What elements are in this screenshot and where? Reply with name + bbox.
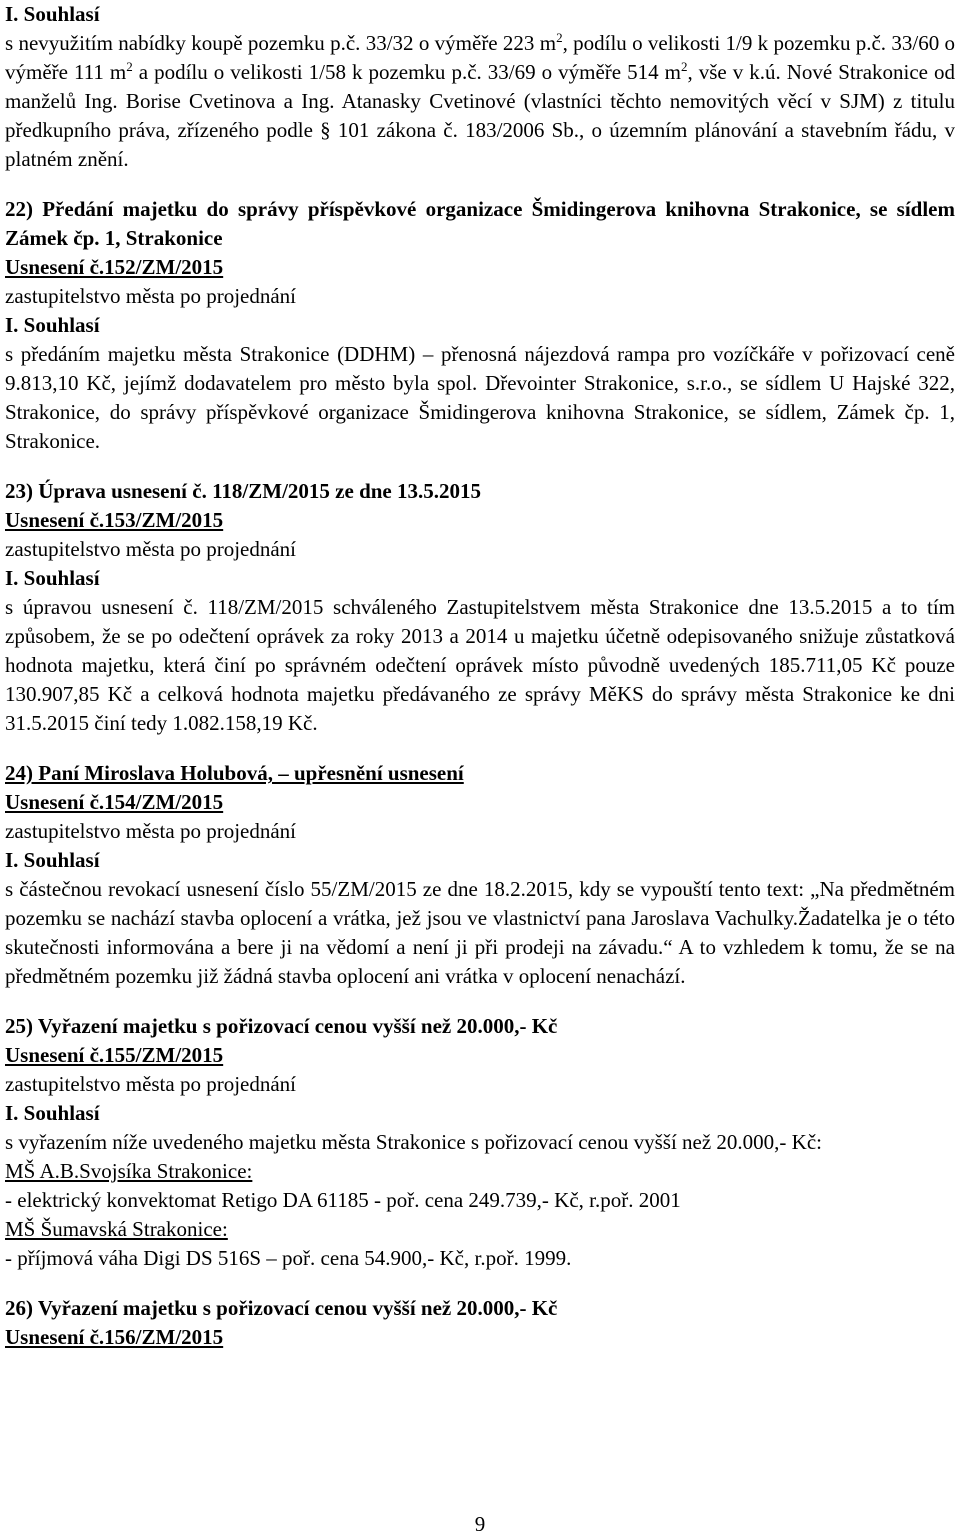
section-25-school-1: MŠ A.B.Svojsíka Strakonice: bbox=[5, 1159, 253, 1183]
section-22-agree: I. Souhlasí bbox=[5, 313, 100, 337]
section-22-heading: 22) Předání majetku do správy příspěvkové organizace Šmidingerova knihovna Strakonice, se sídlem Zámek čp. 1, Strakonice bbox=[5, 197, 955, 250]
intro-agree: I. Souhlasí bbox=[5, 2, 100, 26]
section-22-text: s předáním majetku města Strakonice (DDHM) – přenosná nájezdová rampa pro vozíčkáře v pořizovací ceně 9.813,10 Kč, jejímž dodavatelem pro město byla spol. Dřevointer Strakonice, s.r.o., se sídlem U Hajské 322, Strakonice, do správy příspěvkové organizace Šmidingerova knihovna Strakonice, se sídlem, Zámek čp. 1, Strakonice. bbox=[5, 342, 955, 453]
section-23-resolution: Usnesení č.153/ZM/2015 bbox=[5, 508, 224, 532]
section-23-heading: 23) Úprava usnesení č. 118/ZM/2015 ze dne 13.5.2015 bbox=[5, 479, 481, 503]
section-23-text: s úpravou usnesení č. 118/ZM/2015 schváleného Zastupitelstvem města Strakonice dne 13.5.2015 a to tím způsobem, že se po odečtení oprávek za roky 2013 a 2014 u majetku účetně odepisovaného snižuje zůstatková hodnota majetku, která činí po správném odečtení oprávek místo původně uvedených 185.711,05 Kč pouze 130.907,85 Kč a celková hodnota majetku předávaného ze správy MěKS do správy města Strakonice ke dni 31.5.2015 činí tedy 1.082.158,19 Kč. bbox=[5, 595, 955, 735]
section-25-heading: 25) Vyřazení majetku s pořizovací cenou vyšší než 20.000,- Kč bbox=[5, 1014, 558, 1038]
section-25-resolution: Usnesení č.155/ZM/2015 bbox=[5, 1043, 224, 1067]
intro-text: s nevyužitím nabídky koupě pozemku p.č. 33/32 o výměře 223 $m^2$, podílu o velikosti 1/9 k pozemku p.č. 33/60 o výměře 111 $m^2$ a podílu o velikosti 1/58 k pozemku p.č. 33/69 o výměře 514 $m^2$, vše v k.ú. Nové Strakonice od manželů Ing. Borise Cvetinova a Ing. Atanasky Cvetinové (vlastníci těchto nemovitých věcí v SJM) z titulu předkupního práva, zřízeného podle § 101 zákona č. 183/2006 Sb., o územním plánování a stavebním řádu, v platném znění. bbox=[5, 30, 956, 171]
section-26-resolution: Usnesení č.156/ZM/2015 bbox=[5, 1325, 224, 1349]
section-25-agree: I. Souhlasí bbox=[5, 1101, 100, 1125]
page-number: 9 bbox=[474, 1512, 486, 1536]
section-23-council: zastupitelstvo města po projednání bbox=[5, 537, 297, 561]
section-24-text: s částečnou revokací usnesení číslo 55/ZM/2015 ze dne 18.2.2015, kdy se vypouští tento text: „Na předmětném pozemku se nachází stavba oplocení a vrátka, jež jsou ve vlastnictví pana Jaroslava Vachulky.Žadatelka je o této skutečnosti informována a bere ji na vědomí a není ji při prodeji na závadu.“ A to vzhledem k tomu, že se na předmětném pozemku již žádná stavba oplocení ani vrátka v oplocení nenachází. bbox=[5, 877, 955, 988]
section-22-council: zastupitelstvo města po projednání bbox=[5, 284, 297, 308]
section-25-council: zastupitelstvo města po projednání bbox=[5, 1072, 297, 1096]
section-24-heading: 24) Paní Miroslava Holubová, – upřesnění usnesení bbox=[5, 761, 464, 785]
section-24-agree: I. Souhlasí bbox=[5, 848, 100, 872]
section-25-item-2: - příjmová váha Digi DS 516S – poř. cena 54.900,- Kč, r.poř. 1999. bbox=[5, 1246, 572, 1270]
section-24-council: zastupitelstvo města po projednání bbox=[5, 819, 297, 843]
section-25-text: s vyřazením níže uvedeného majetku města Strakonice s pořizovací cenou vyšší než 20.000,- Kč: bbox=[5, 1130, 822, 1154]
document-page bbox=[5, 0, 955, 1352]
section-25-school-2: MŠ Šumavská Strakonice: bbox=[5, 1217, 228, 1241]
section-24-resolution: Usnesení č.154/ZM/2015 bbox=[5, 790, 224, 814]
section-23-agree: I. Souhlasí bbox=[5, 566, 100, 590]
section-22-resolution: Usnesení č.152/ZM/2015 bbox=[5, 255, 224, 279]
section-26-heading: 26) Vyřazení majetku s pořizovací cenou vyšší než 20.000,- Kč bbox=[5, 1296, 558, 1320]
section-25-item-1: - elektrický konvektomat Retigo DA 61185 - poř. cena 249.739,- Kč, r.poř. 2001 bbox=[5, 1188, 681, 1212]
